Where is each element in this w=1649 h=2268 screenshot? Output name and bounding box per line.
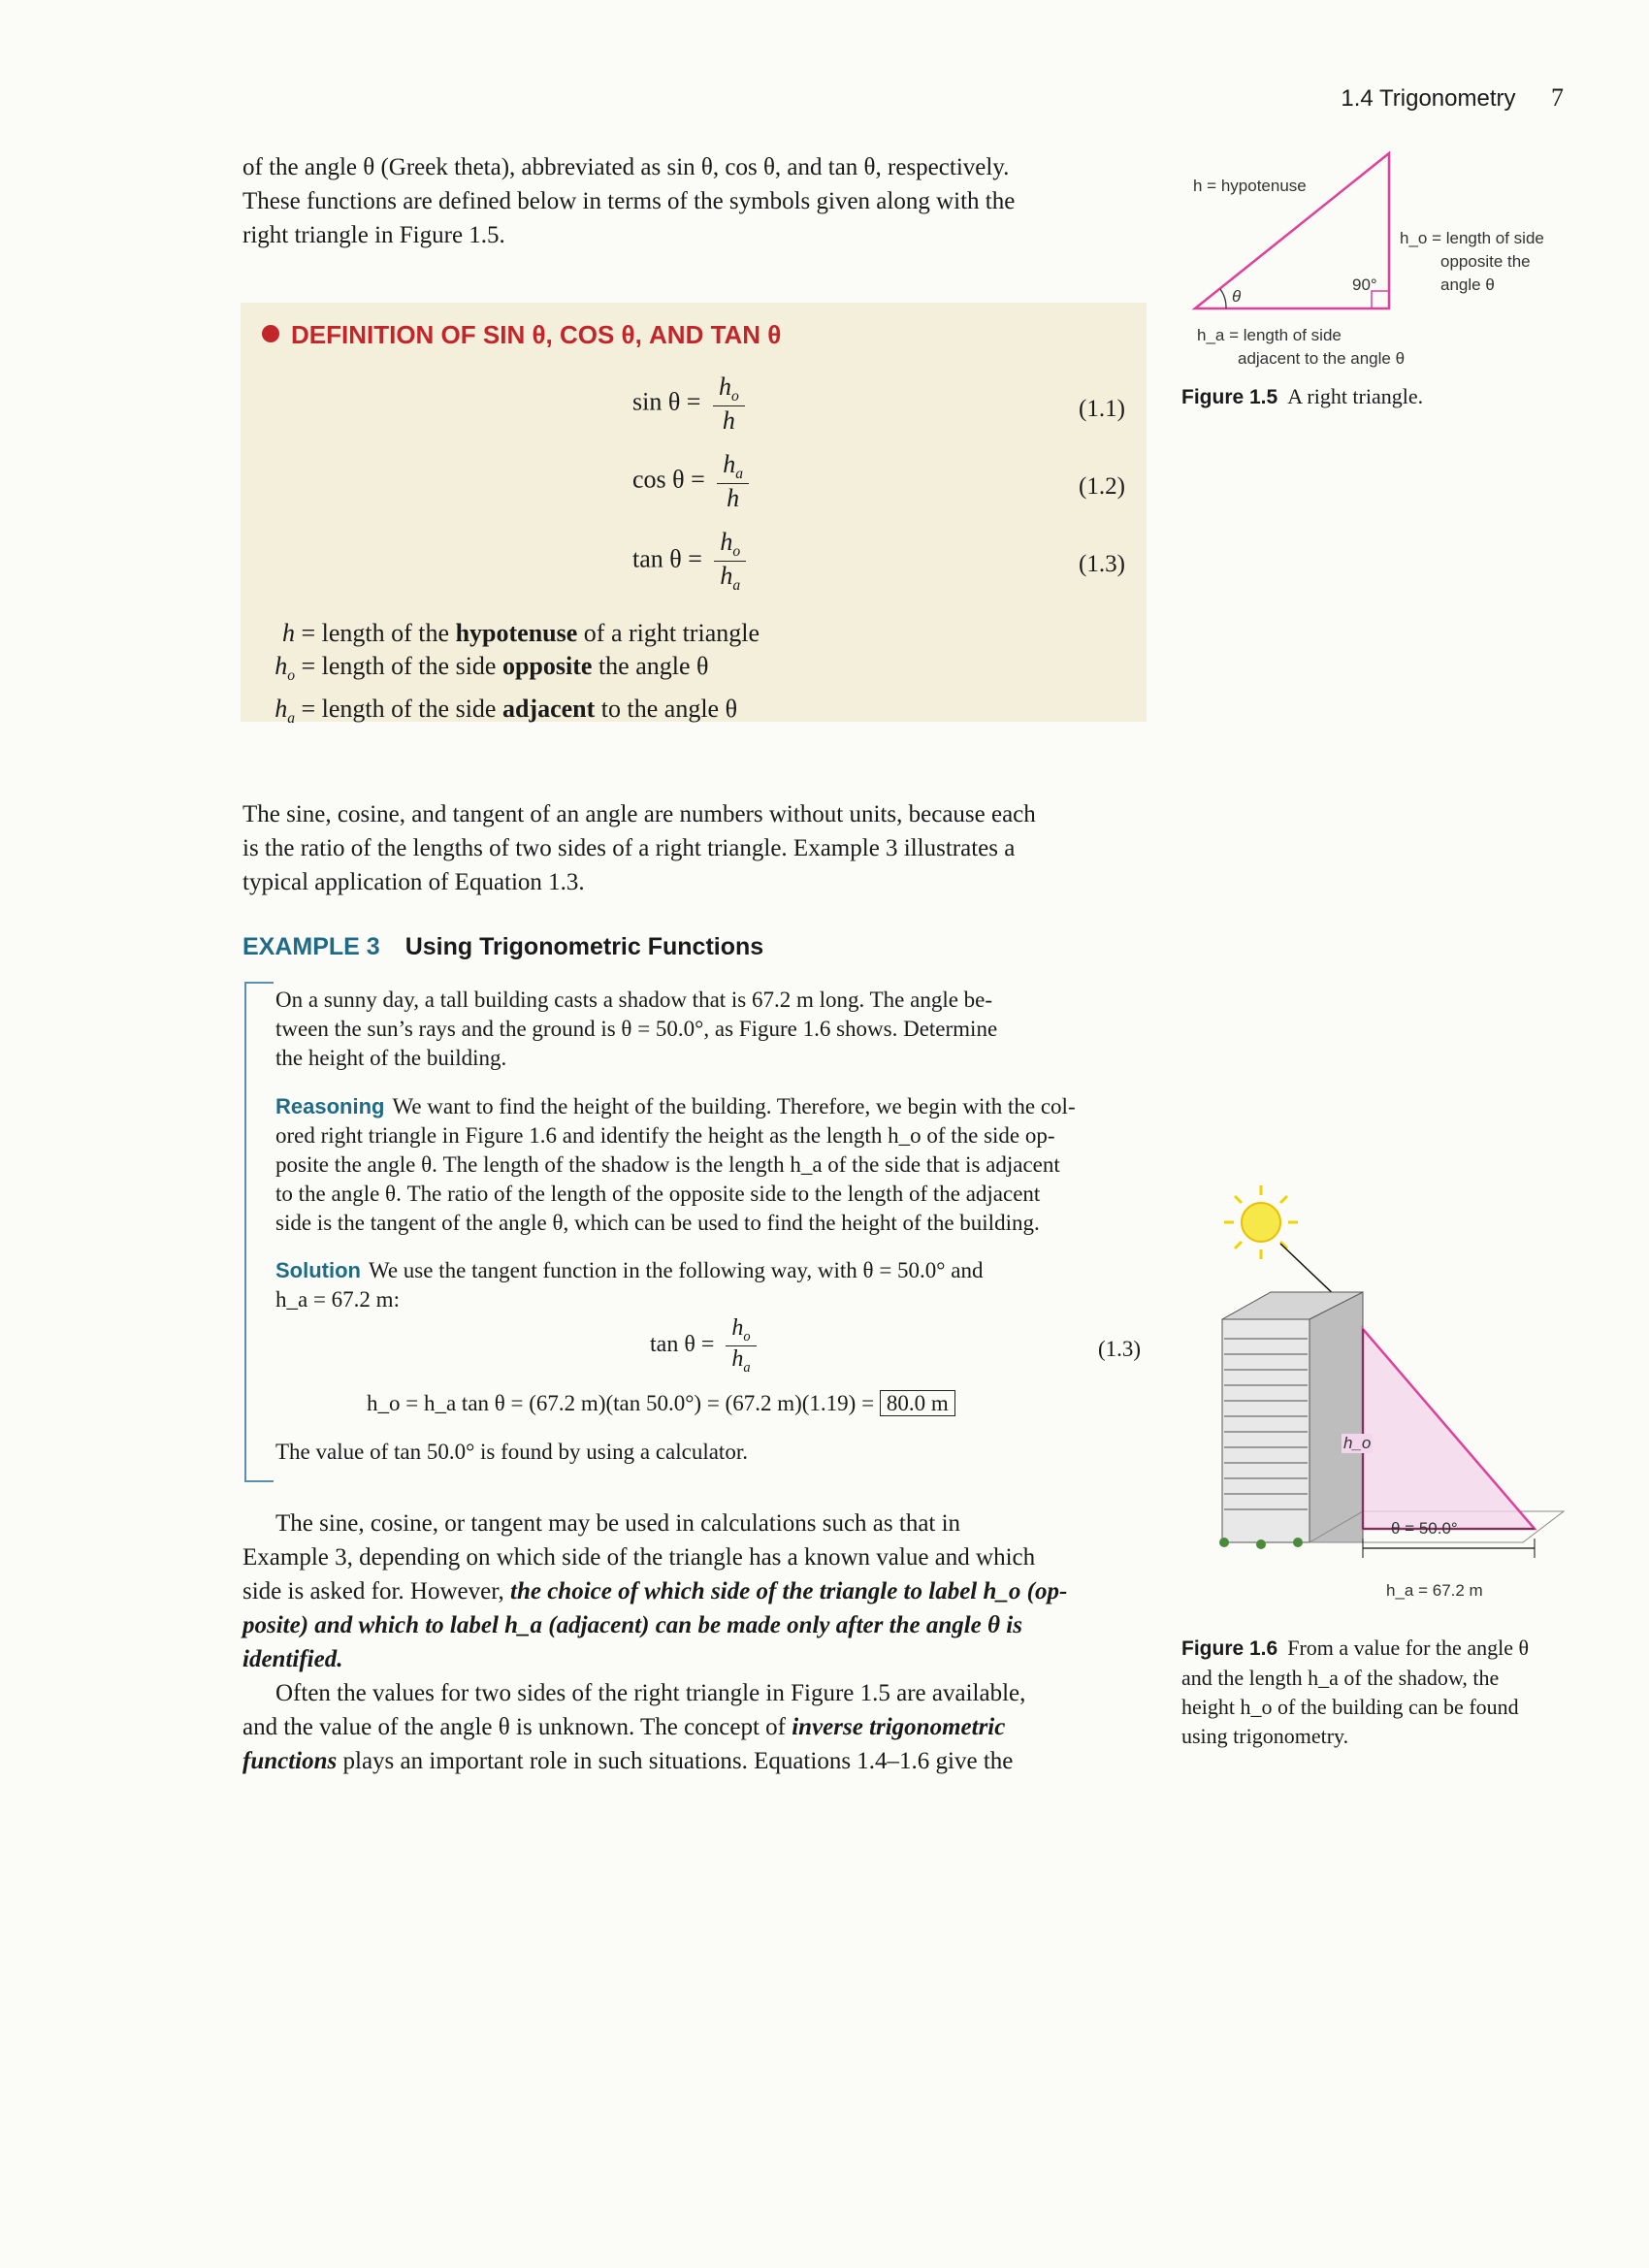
fraction bbox=[726, 1315, 756, 1377]
equation-cos bbox=[632, 450, 749, 513]
denominator-sub: a bbox=[732, 577, 741, 595]
reasoning-line: We want to find the height of the building. Therefore, we begin with the col- bbox=[392, 1094, 1076, 1118]
figure-1-5-caption bbox=[1181, 382, 1423, 412]
plain-text: and the value of the angle θ is unknown. The concept of bbox=[242, 1714, 792, 1740]
numerator-sub: a bbox=[735, 466, 744, 483]
paragraph-line: Often the values for two sides of the right triangle in Figure 1.5 are available, bbox=[275, 1680, 1026, 1706]
equation-lhs: cos θ = bbox=[632, 465, 705, 494]
paragraph-line: is the ratio of the lengths of two sides of a right triangle. Example 3 illustrates a bbox=[242, 835, 1016, 861]
denominator-sub: a bbox=[743, 1359, 751, 1376]
plain-text: side is asked for. However, bbox=[242, 1578, 511, 1604]
term-definitions bbox=[260, 617, 760, 735]
paragraph-line bbox=[242, 1574, 1145, 1608]
label-opposite bbox=[1400, 227, 1544, 297]
label-angle-value: θ = 50.0° bbox=[1391, 1519, 1458, 1538]
caption-label: Figure 1.5 bbox=[1181, 386, 1278, 408]
equation-number: (1.2) bbox=[1079, 473, 1125, 500]
section-title: 1.4 Trigonometry bbox=[1341, 85, 1516, 112]
caption-line: height h_o of the building can be found bbox=[1181, 1695, 1519, 1719]
caption-line: and the length h_a of the shadow, the bbox=[1181, 1666, 1500, 1690]
numerator-sub: o bbox=[732, 543, 741, 561]
equation-lhs: tan θ = bbox=[632, 544, 702, 573]
solution-equation bbox=[650, 1315, 757, 1377]
result-text: h_o = h_a tan θ = (67.2 m)(tan 50.0°) = (67.2 m)(1.19) = bbox=[367, 1391, 875, 1415]
numerator: h bbox=[731, 1315, 744, 1341]
label-theta: θ bbox=[1232, 287, 1242, 306]
after-def-paragraph bbox=[242, 797, 1145, 899]
paragraph-line: The sine, cosine, and tangent of an angle are numbers without units, because each bbox=[242, 801, 1036, 827]
paragraph-line bbox=[242, 1744, 1145, 1778]
reasoning-label: Reasoning bbox=[275, 1094, 385, 1118]
label-ha-value: h_a = 67.2 m bbox=[1382, 1581, 1487, 1601]
sun-icon bbox=[1224, 1185, 1298, 1259]
fraction bbox=[713, 373, 745, 436]
solution-label: Solution bbox=[275, 1258, 361, 1282]
caption-line: using trigonometry. bbox=[1181, 1724, 1349, 1748]
figure-1-6-caption bbox=[1181, 1634, 1529, 1751]
term-text: to the angle θ bbox=[595, 695, 738, 724]
example-problem bbox=[275, 986, 1145, 1073]
equation-sin bbox=[632, 373, 745, 436]
term-text: = length of the bbox=[295, 619, 456, 647]
paragraph-line: The sine, cosine, or tangent may be used in calculations such as that in bbox=[275, 1510, 961, 1537]
emphasized-text: the choice of which side of the triangle to label h_o (op- bbox=[510, 1578, 1068, 1604]
term-text: = length of the side bbox=[295, 695, 502, 724]
result-answer: 80.0 m bbox=[880, 1390, 955, 1416]
term-bold: hypotenuse bbox=[455, 619, 578, 647]
reasoning-line: posite the angle θ. The length of the shadow is the length h_a of the side that is adjacent bbox=[275, 1152, 1060, 1177]
intro-line: right triangle in Figure 1.5. bbox=[242, 222, 505, 248]
numerator: h bbox=[718, 373, 731, 401]
paragraph-line: Example 3, depending on which side of the triangle has a known value and which bbox=[242, 1544, 1036, 1571]
label-line: adjacent to the angle θ bbox=[1238, 349, 1406, 368]
example-heading bbox=[242, 933, 763, 961]
paragraph-line bbox=[242, 1608, 1145, 1642]
example-solution bbox=[275, 1256, 1145, 1314]
paragraph-line bbox=[242, 1710, 1145, 1744]
equation-number: (1.3) bbox=[1098, 1337, 1142, 1361]
emphasized-text: identified. bbox=[242, 1646, 343, 1672]
fraction bbox=[714, 528, 746, 595]
label-line: h_o = length of side bbox=[1400, 229, 1544, 247]
caption-label: Figure 1.6 bbox=[1181, 1637, 1278, 1660]
label-adjacent bbox=[1197, 324, 1405, 371]
term-text: of a right triangle bbox=[577, 619, 760, 647]
term-symbol: h bbox=[282, 619, 295, 647]
problem-line: the height of the building. bbox=[275, 1046, 507, 1070]
solution-line: We use the tangent function in the following way, with θ = 50.0° and bbox=[368, 1258, 984, 1282]
numerator-sub: o bbox=[730, 388, 739, 405]
emphasized-text: functions bbox=[242, 1748, 338, 1774]
equation-number: (1.1) bbox=[1079, 396, 1125, 422]
bullet-icon bbox=[262, 325, 279, 342]
page-number: 7 bbox=[1551, 83, 1564, 112]
label-hypotenuse: h = hypotenuse bbox=[1193, 177, 1307, 195]
emphasized-text: posite) and which to label h_a (adjacent) can be made only after the angle θ is bbox=[242, 1612, 1022, 1638]
solution-line: h_a = 67.2 m: bbox=[275, 1287, 400, 1312]
reasoning-line: ored right triangle in Figure 1.6 and identify the height as the length h_o of the side op- bbox=[275, 1123, 1055, 1148]
term-adj bbox=[260, 693, 760, 735]
denominator: h bbox=[731, 1345, 744, 1372]
problem-line: On a sunny day, a tall building casts a shadow that is 67.2 m long. The angle be- bbox=[275, 988, 993, 1012]
term-symbol: h bbox=[275, 695, 288, 724]
shadow-triangle bbox=[1363, 1329, 1535, 1529]
caption-text: A right triangle. bbox=[1287, 384, 1424, 408]
equation-number: (1.3) bbox=[1079, 551, 1125, 577]
example-closing: The value of tan 50.0° is found by using a calculator. bbox=[275, 1440, 748, 1464]
label-line: opposite the bbox=[1440, 252, 1531, 271]
page-header bbox=[1341, 83, 1564, 113]
reasoning-line: side is the tangent of the angle θ, which can be used to find the height of the building. bbox=[275, 1211, 1040, 1235]
label-line: angle θ bbox=[1440, 275, 1495, 294]
caption-line: From a value for the angle θ bbox=[1287, 1636, 1529, 1660]
figure-1-6-illustration bbox=[1203, 1164, 1591, 1630]
equation-lhs: tan θ = bbox=[650, 1331, 715, 1357]
term-bold: adjacent bbox=[501, 695, 596, 724]
term-bold: opposite bbox=[501, 652, 593, 680]
paragraph-line: typical application of Equation 1.3. bbox=[242, 869, 585, 895]
term-symbol: h bbox=[275, 652, 288, 680]
building-icon bbox=[1219, 1292, 1363, 1549]
result-equation bbox=[367, 1391, 955, 1416]
emphasized-text: inverse trigonometric bbox=[792, 1714, 1006, 1740]
example-bracket bbox=[244, 982, 274, 1482]
equation-lhs: sin θ = bbox=[632, 387, 701, 416]
denominator: h bbox=[727, 484, 740, 513]
numerator: h bbox=[720, 528, 733, 556]
angle-arc bbox=[1220, 289, 1226, 308]
problem-line: tween the sun’s rays and the ground is θ = 50.0°, as Figure 1.6 shows. Determine bbox=[275, 1017, 998, 1041]
numerator: h bbox=[723, 450, 736, 478]
example-title: Using Trigonometric Functions bbox=[404, 933, 764, 960]
term-hyp bbox=[260, 617, 760, 650]
definition-title bbox=[262, 320, 781, 350]
term-text: = length of the side bbox=[295, 652, 502, 680]
numerator-sub: o bbox=[743, 1328, 751, 1345]
fraction bbox=[717, 450, 749, 513]
plain-text: plays an important role in such situations. Equations 1.4–1.6 give the bbox=[337, 1748, 1014, 1774]
label-line: h_a = length of side bbox=[1197, 326, 1342, 344]
term-text: the angle θ bbox=[592, 652, 709, 680]
paragraph-line bbox=[242, 1642, 1145, 1676]
example-reasoning bbox=[275, 1092, 1145, 1238]
intro-line: of the angle θ (Greek theta), abbreviated as sin θ, cos θ, and tan θ, respectively. bbox=[242, 154, 1010, 180]
example-label: EXAMPLE 3 bbox=[242, 933, 380, 960]
denominator: h bbox=[722, 406, 735, 436]
definition-title-text: DEFINITION OF SIN θ, COS θ, AND TAN θ bbox=[291, 320, 782, 349]
label-right-angle: 90° bbox=[1352, 275, 1377, 294]
reasoning-line: to the angle θ. The ratio of the length of the opposite side to the length of the adjacent bbox=[275, 1182, 1041, 1206]
term-opp bbox=[260, 650, 760, 693]
intro-line: These functions are defined below in terms of the symbols given along with the bbox=[242, 188, 1016, 214]
denominator: h bbox=[720, 562, 733, 591]
equation-tan bbox=[632, 528, 746, 595]
closing-paragraph bbox=[242, 1507, 1145, 1778]
intro-paragraph bbox=[242, 150, 1145, 252]
term-sub: a bbox=[287, 710, 295, 728]
term-sub: o bbox=[287, 667, 295, 685]
label-ho: h_o bbox=[1343, 1434, 1372, 1452]
